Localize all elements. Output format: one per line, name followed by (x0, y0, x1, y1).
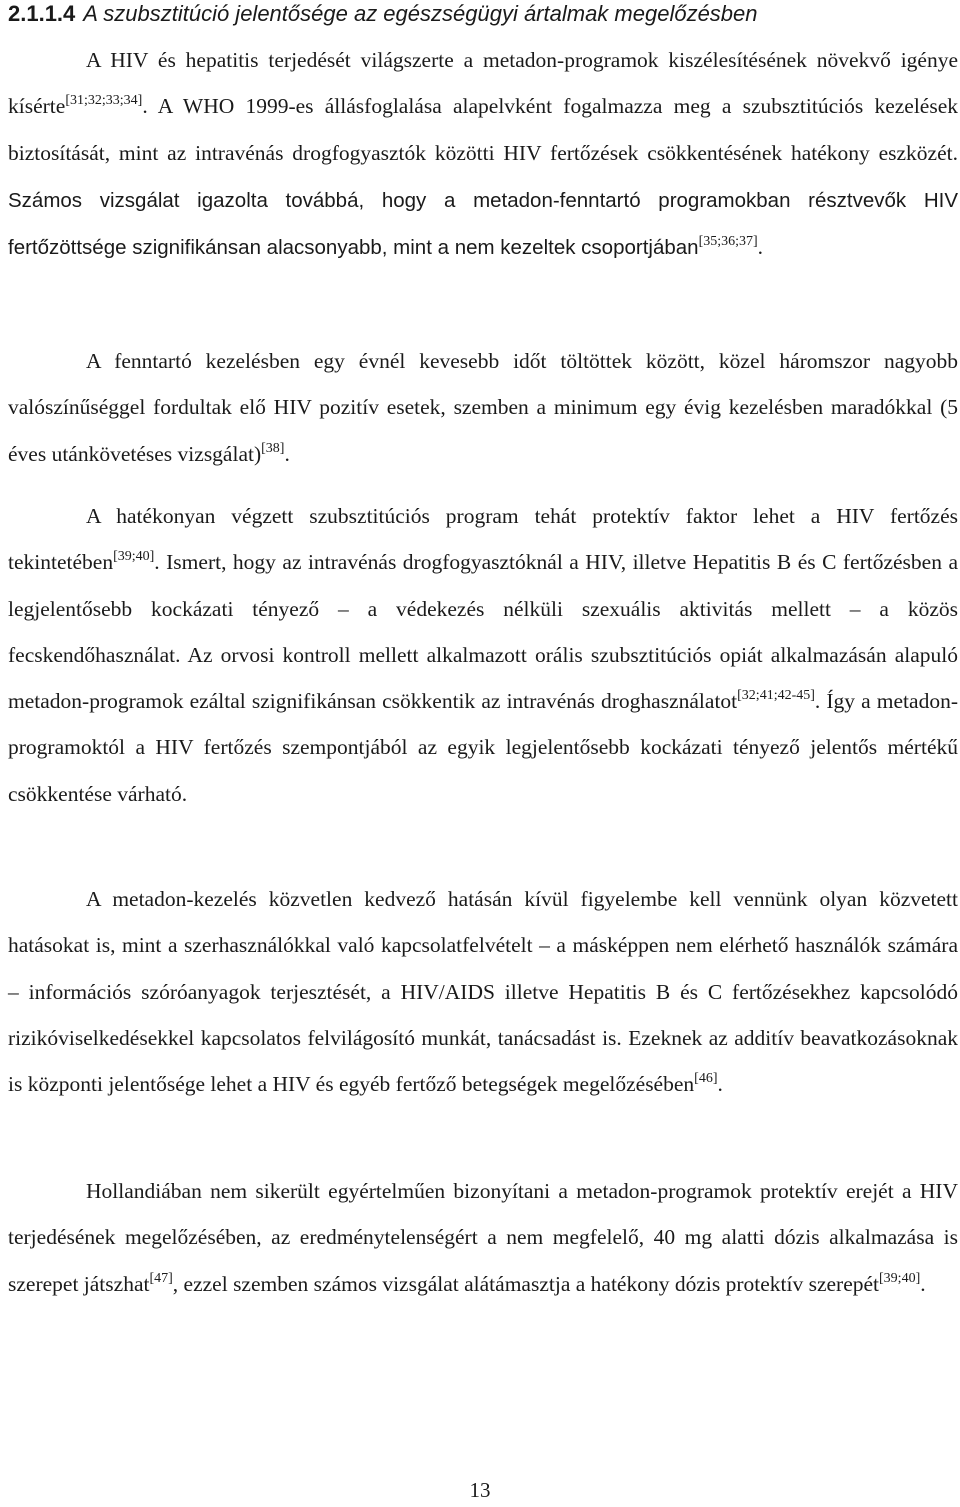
paragraph-text: A HIV és hepatitis terjedését világszerte a metadon-programok kiszélesítésének növekvő igénye kísérte (8, 48, 958, 119)
paragraph-text: . Így a metadon-programoktól a HIV fertőzés szempontjából az egyik legjelentősebb kockázati tényező jelentős mértékű csökkentése várható. (8, 689, 958, 806)
paragraph-4 (8, 876, 958, 1107)
citation: [32;41;42-45] (737, 688, 815, 704)
paragraph-text: , ezzel szemben számos vizsgálat alátámasztja a hatékony dózis protektív szerepét (172, 1271, 880, 1296)
paragraph-text: A hatékonyan végzett szubsztitúciós program tehát protektív faktor lehet a HIV fertőzés tekintetében (8, 504, 958, 575)
paragraph-5 (8, 1168, 958, 1307)
citation: [46] (694, 1071, 718, 1087)
paragraph-2 (8, 338, 958, 477)
paragraph-text: A metadon-kezelés közvetlen kedvező hatásán kívül figyelembe kell vennünk olyan közvetett hatásokat is, mint a szerhasználókkal való kapcsolatfelvételt – a másképpen nem elérhető használók számára – információs szóróanyagok terjesztését, a HIV/AIDS illetve Hepatitis B és C fertőzésekhez kapcsolódó rizikóviselkedésekkel kapcsolatos felvilágosító munkát, tanácsadást is. Ezeknek az additív beavatkozásoknak is központi jelentősége lehet a HIV és egyéb fertőző betegségek megelőzésében (8, 887, 958, 1097)
page-number: 13 (469, 1478, 491, 1502)
paragraph-text: . Ismert, hogy az intravénás drogfogyasztóknál a HIV, illetve Hepatitis B és C fertőzésben a legjelentősebb kockázati tényező – a védekezés nélküli szexuális aktivitás mellett – a közös fecskendőhasználat. Az orvosi kontroll mellett alkalmazott orális szubsztitúciós opiát alkalmazásán alapuló metadon-programok ezáltal szignifikánsan csökkentik az intravénás droghasználatot (8, 550, 958, 714)
paragraph-text: Hollandiában nem sikerült egyértelműen bizonyítani a metadon-programok protektív erejét a HIV terjedésének megelőzésében, az eredménytelenségért a nem megfelelő, 40 mg alatti dózis alkalmazása is szerepet játszhat (8, 1179, 958, 1296)
paragraph-text: . A WHO 1999-es állásfoglalása alapelvként fogalmazza meg a szubsztitúciós kezelések biztosítását, mint az intravénás drogfogyasztók közötti HIV fertőzések csökkentésének hatékony eszközét. (8, 94, 958, 165)
paragraph-text: . (920, 1271, 926, 1296)
citation: [39;40] (879, 1270, 921, 1286)
paragraph-text: Számos vizsgálat igazolta továbbá, hogy a metadon-fenntartó programokban résztvevők HIV fertőzöttsége szignifikánsan alacsonyabb, mint a nem kezeltek csoportjában (8, 188, 958, 260)
section-number: 2.1.1.4 (8, 1, 76, 26)
paragraph-text: . (757, 235, 764, 260)
citation: [35;36;37] (698, 234, 758, 250)
citation: [39;40] (113, 549, 155, 565)
paragraph-1 (8, 37, 958, 271)
citation: [47] (149, 1270, 173, 1286)
section-heading (8, 0, 958, 28)
paragraph-text: A fenntartó kezelésben egy évnél kevesebb időt töltöttek között, közel háromszor nagyobb valószínűséggel fordultak elő HIV pozitív esetek, szemben a minimum egy évig kezelésben maradókkal (5 éves utánkövetéses vizsgálat) (8, 349, 958, 466)
citation: [38] (261, 440, 285, 456)
paragraph-text: . (284, 441, 290, 466)
section-title: A szubsztitúció jelentősége az egészségügyi ártalmak megelőzésben (83, 1, 758, 26)
paragraph-text: . (717, 1072, 723, 1097)
citation: [31;32;33;34] (65, 93, 143, 109)
paragraph-3 (8, 493, 958, 817)
